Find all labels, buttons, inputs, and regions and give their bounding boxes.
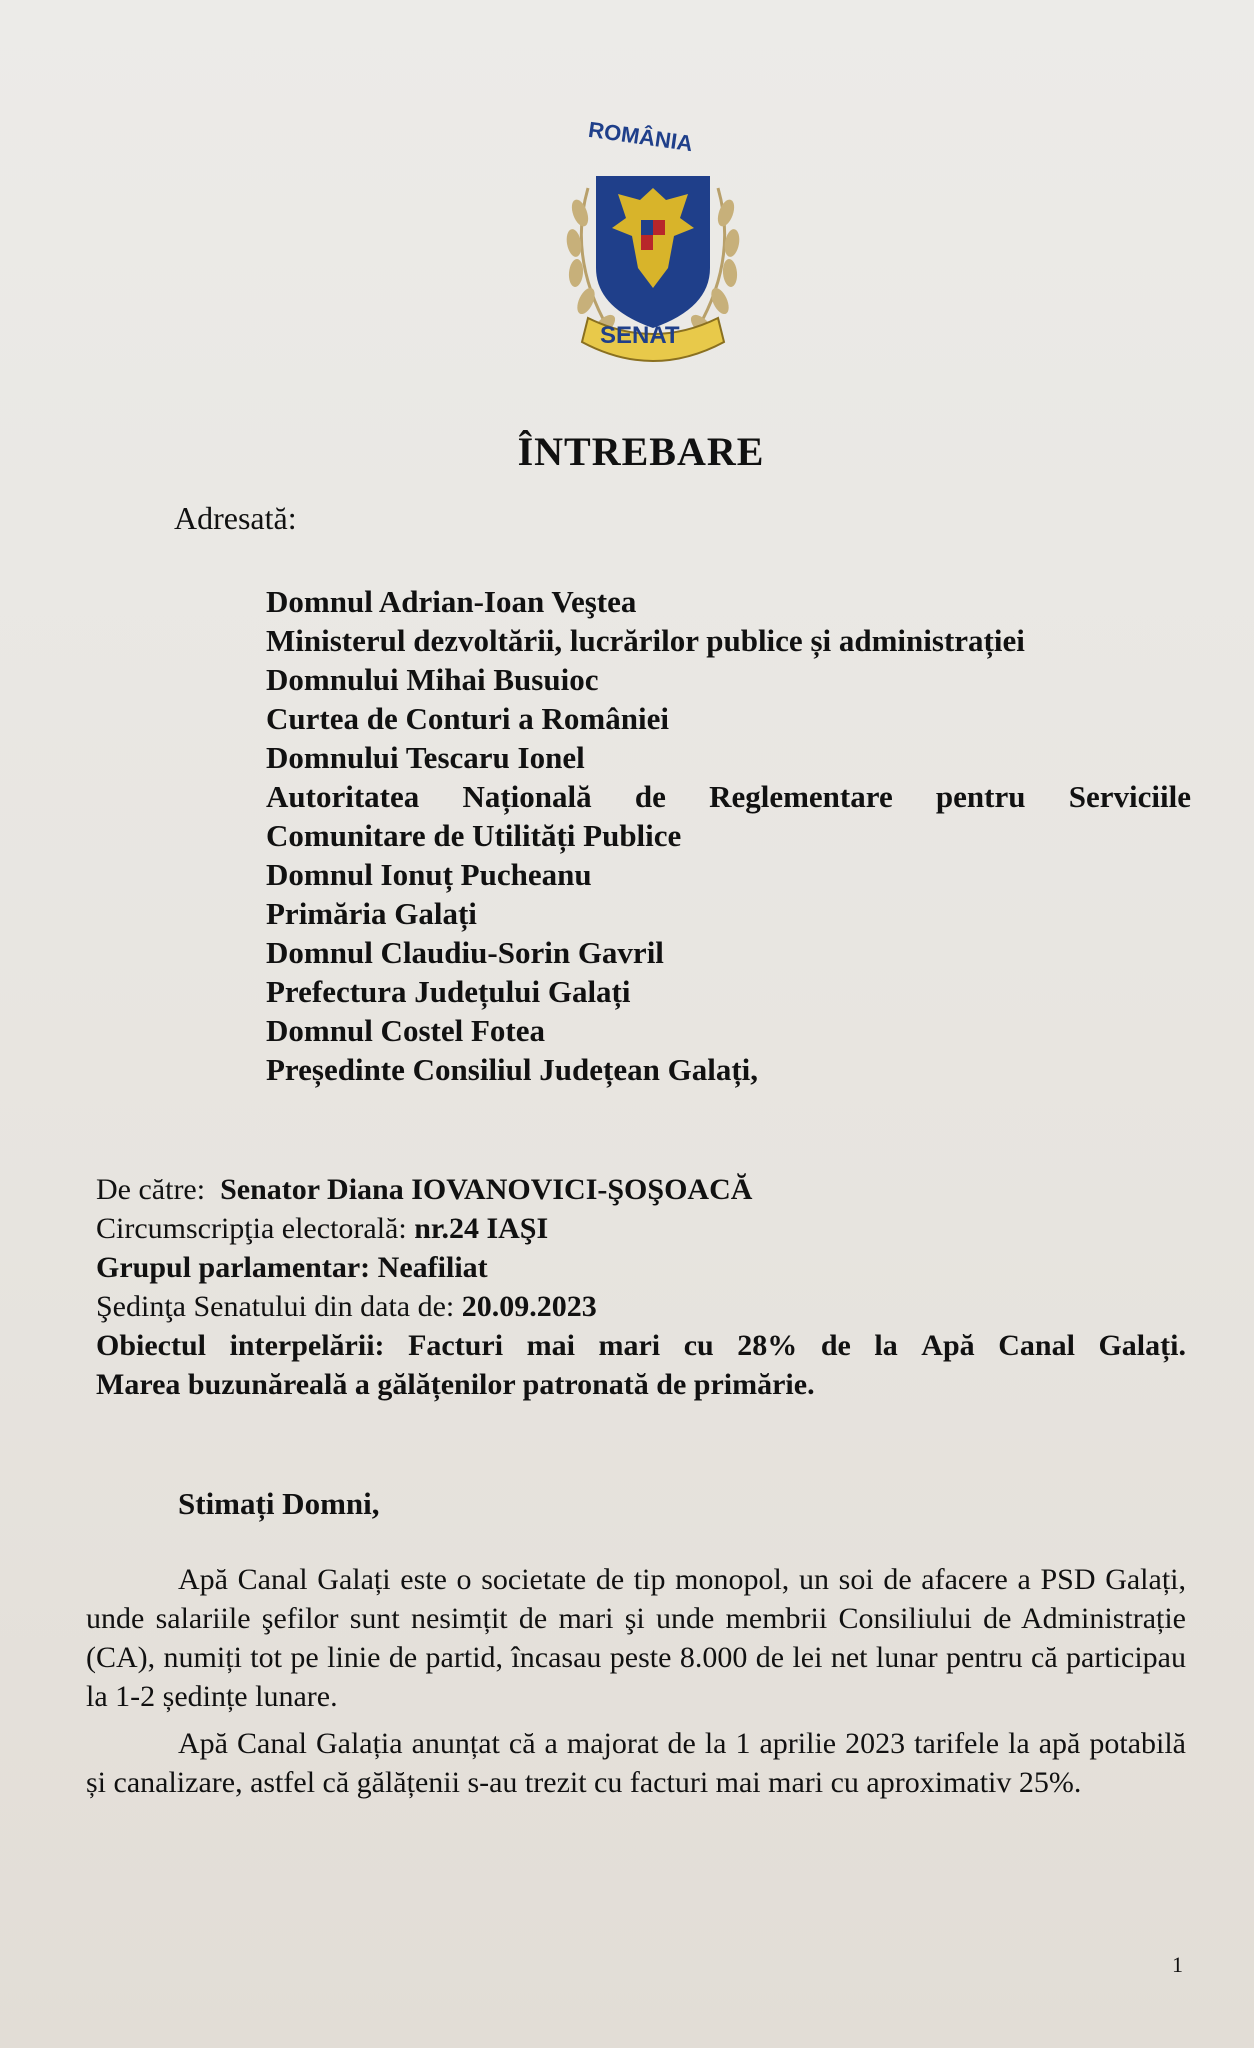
- constituency-row: Circumscripţia electorală: nr.24 IAŞI: [96, 1212, 549, 1245]
- recipient-line: Curtea de Conturi a României: [266, 701, 669, 736]
- object-row: Obiectul interpelării: Facturi mai mari cu 28% de la Apă Canal Galați.: [96, 1329, 1186, 1362]
- recipients-list: [266, 582, 1191, 1089]
- paragraph: Apă Canal Galația anunțat că a majorat de la 1 aprilie 2023 tarifele la apă potabilă și canalizare, astfel că gălățenii s-au trezit cu facturi mai mari cu aproximativ 25%.: [86, 1727, 1186, 1799]
- group-row: Grupul parlamentar: Neafiliat: [96, 1251, 488, 1284]
- logo-country-text: ROMÂNIA: [586, 116, 695, 157]
- addressed-label: Adresată:: [174, 500, 297, 536]
- paragraph: Apă Canal Galați este o societate de tip monopol, un soi de afacere a PSD Galați, unde salariile şefilor sunt nesimțit de mari şi unde membrii Consiliului de Administrație (CA), numiți tot pe linie de partid, încasau peste 8.000 de lei net lunar pentru că participau la 1-2 ședințe lunare.: [86, 1563, 1186, 1713]
- recipient-line: Ministerul dezvoltării, lucrărilor publice și administrației: [266, 623, 1025, 658]
- recipient-line: Domnul Costel Fotea: [266, 1013, 545, 1048]
- question-metadata: [96, 1170, 1186, 1404]
- logo-senate-text: SENAT: [600, 322, 680, 349]
- recipient-line: Domnul Adrian-Ioan Veştea: [266, 584, 637, 619]
- recipient-line: Comunitare de Utilități Publice: [266, 818, 682, 853]
- page-number: 1: [1172, 1952, 1183, 1977]
- recipient-line: Primăria Galați: [266, 896, 477, 931]
- session-row: Şedinţa Senatului din data de: 20.09.2023: [96, 1290, 597, 1323]
- recipient-line: Domnul Claudiu-Sorin Gavril: [266, 935, 664, 970]
- recipient-line: Domnului Mihai Busuioc: [266, 662, 599, 697]
- body-text: [86, 1560, 1186, 1810]
- author-row: De către: Senator Diana IOVANOVICI-ŞOŞOACĂ: [96, 1173, 753, 1206]
- salutation: Stimați Domni,: [178, 1486, 380, 1521]
- recipient-line-justified: Autoritatea Națională de Reglementare pentru Serviciile: [266, 779, 1191, 814]
- recipient-line: Președinte Consiliul Județean Galați,: [266, 1052, 759, 1087]
- recipient-line: Domnului Tescaru Ionel: [266, 740, 585, 775]
- recipient-line: Domnul Ionuț Pucheanu: [266, 857, 592, 892]
- recipient-line: Prefectura Județului Galați: [266, 974, 631, 1009]
- object-row-continuation: Marea buzunăreală a gălățenilor patronată de primărie.: [96, 1368, 815, 1401]
- document-title: ÎNTREBARE: [517, 429, 765, 474]
